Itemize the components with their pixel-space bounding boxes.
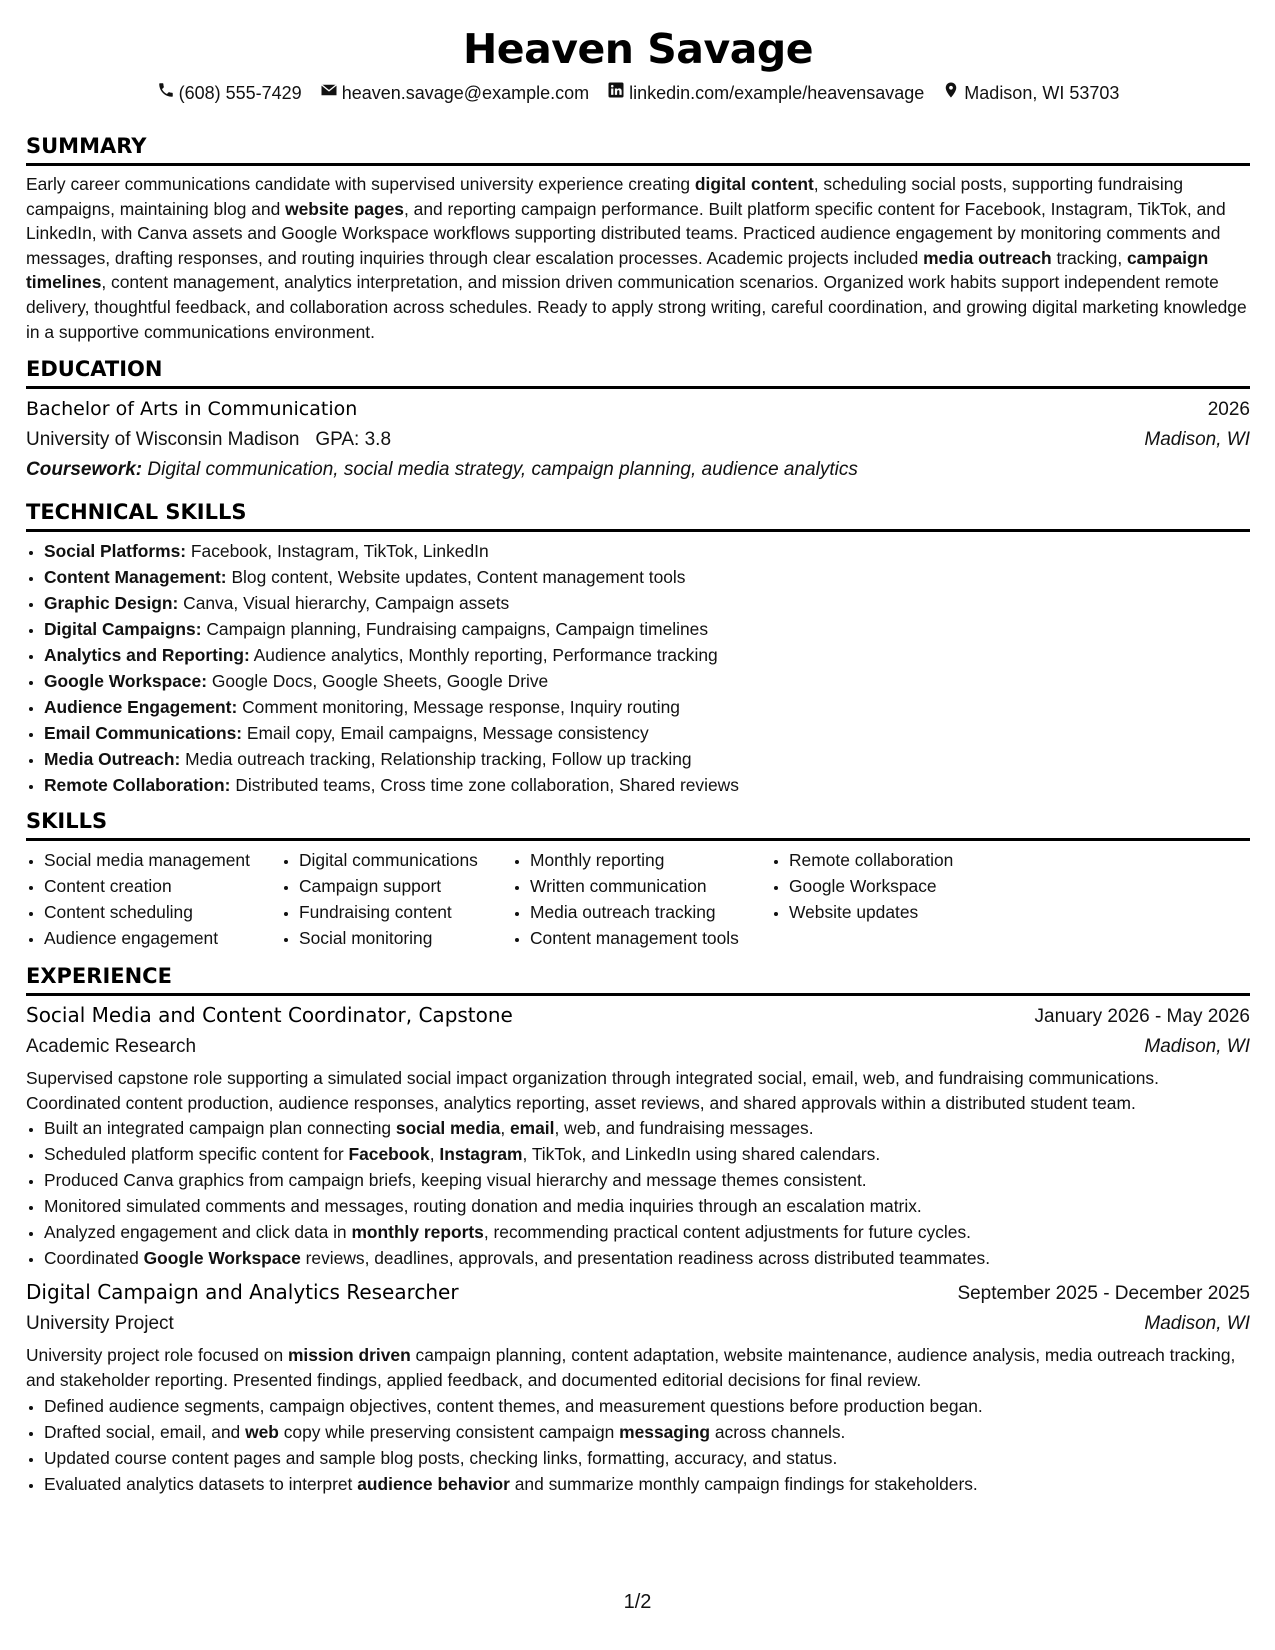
section-divider [26, 529, 1250, 532]
resume-page [26, 0, 1250, 1497]
technical-skill-item [44, 694, 1250, 720]
job-description-segment: mission driven [287, 1345, 411, 1366]
skill-category-label: Graphic Design: [44, 593, 179, 614]
contact-location [942, 81, 1119, 105]
experience-section [26, 963, 1250, 1496]
job-entry [26, 1000, 1250, 1271]
email-text[interactable]: heaven.savage@example.com [341, 83, 590, 103]
skills-column [281, 847, 512, 951]
school-location: Madison, WI [1144, 429, 1250, 451]
skill-category-values: Campaign planning, Fundraising campaigns, Campaign timelines [201, 619, 709, 640]
skill-item: • Website updates [789, 899, 971, 925]
skill-item: • Monthly reporting [530, 847, 771, 873]
summary-text-segment: , scheduling social posts, supporting fundraising campaigns, maintaining blog and [26, 174, 1184, 219]
skill-item: • Social media management [44, 847, 281, 873]
skill-category-label: Social Platforms: [44, 541, 187, 562]
summary-text-segment: media outreach [923, 247, 1052, 268]
page-number: 1/2 [623, 1591, 652, 1613]
job-location: Madison, WI [1144, 1313, 1250, 1335]
candidate-name: Heaven Savage [462, 25, 814, 73]
skill-category-label: Email Communications: [44, 723, 243, 744]
job-bullet-segment: , web, and fundraising messages. [554, 1118, 814, 1139]
coursework-line [26, 455, 1250, 485]
job-bullet-segment: audience behavior [357, 1473, 510, 1494]
job-bullet-segment: Evaluated analytics datasets to interpret [44, 1473, 358, 1494]
linkedin-text[interactable]: linkedin.com/example/heavensavage [629, 83, 925, 103]
job-bullet [44, 1141, 1250, 1167]
technical-skill-item [44, 564, 1250, 590]
job-bullet-segment: messaging [619, 1421, 711, 1442]
job-bullet-segment: Built an integrated campaign plan connecting [44, 1118, 396, 1139]
job-bullet [44, 1393, 1250, 1419]
skill-item: • Content scheduling [44, 899, 281, 925]
technical-skill-item [44, 538, 1250, 564]
job-bullet-segment: Instagram [439, 1144, 523, 1165]
skill-category-label: Digital Campaigns: [44, 619, 202, 640]
summary-text-segment: , and reporting campaign performance. Built platform specific content for Facebook, Instagram, TikTok, and LinkedIn, with Canva assets and Google Workspace workflows supporting distributed teams. Practiced audience engagement by monitoring comments and messages, drafting responses, and routing inquiries through clear escalation processes. Academic projects included [26, 198, 1226, 268]
skill-item: • Audience engagement [44, 925, 281, 951]
job-bullets [26, 1115, 1250, 1271]
section-title-experience: EXPERIENCE [26, 964, 172, 989]
skill-item: • Content creation [44, 873, 281, 899]
skill-category-values: Audience analytics, Monthly reporting, Performance tracking [249, 645, 718, 666]
technical-skills-section [26, 499, 1250, 798]
technical-skill-item [44, 746, 1250, 772]
job-title: Digital Campaign and Analytics Researcher [26, 1280, 459, 1305]
phone-text: (608) 555-7429 [178, 83, 302, 103]
skill-category-label: Google Workspace: [44, 671, 207, 692]
job-bullet [44, 1167, 1250, 1193]
job-description-segment: campaign planning, content adaptation, website maintenance, audience analysis, media outreach tracking, and stakeholder reporting. Presented findings, applied feedback, and documented editorial decisions for final review. [26, 1345, 1236, 1390]
skill-category-values: Comment monitoring, Message response, Inquiry routing [237, 697, 680, 718]
job-bullet [44, 1115, 1250, 1141]
section-divider [26, 163, 1250, 166]
school-name: University of Wisconsin Madison [26, 429, 300, 451]
contact-phone [157, 81, 302, 105]
skill-category-values: Facebook, Instagram, TikTok, LinkedIn [186, 541, 489, 562]
skills-column [26, 847, 281, 951]
skill-category-label: Media Outreach: [44, 749, 181, 770]
summary-section [26, 133, 1250, 344]
job-organization: University Project [26, 1313, 174, 1335]
jobs-list [26, 1000, 1250, 1496]
map-pin-icon [942, 81, 960, 105]
degree-title: Bachelor of Arts in Communication [26, 398, 358, 421]
job-description [26, 1343, 1250, 1392]
school-line [26, 425, 391, 455]
skill-item: • Media outreach tracking [530, 899, 771, 925]
job-bullet-segment: monthly reports [351, 1222, 484, 1243]
job-bullet-segment: Updated course content pages and sample blog posts, checking links, formatting, accuracy, and status. [44, 1447, 838, 1468]
job-bullet-segment: Monitored simulated comments and messages, routing donation and media inquiries through an escalation matrix. [44, 1196, 922, 1217]
technical-skills-list [26, 538, 1250, 798]
location-text: Madison, WI 53703 [964, 83, 1120, 103]
job-description-segment: University project role focused on [26, 1345, 288, 1366]
skill-item: • Google Workspace [789, 873, 971, 899]
contact-email[interactable] [320, 81, 589, 105]
section-title-education: EDUCATION [26, 357, 163, 382]
job-location: Madison, WI [1144, 1036, 1250, 1058]
skill-category-label: Content Management: [44, 567, 227, 588]
job-entry [26, 1277, 1250, 1496]
job-bullet-segment: Facebook [348, 1144, 430, 1165]
summary-text-segment: digital content [694, 174, 814, 194]
section-divider [26, 386, 1250, 389]
job-dates: January 2026 - May 2026 [1034, 1006, 1250, 1028]
job-bullet-segment: Produced Canva graphics from campaign briefs, keeping visual hierarchy and message themes consistent. [44, 1170, 867, 1191]
technical-skill-item [44, 720, 1250, 746]
gpa: GPA: 3.8 [315, 429, 392, 451]
technical-skill-item [44, 668, 1250, 694]
skill-category-values: Google Docs, Google Sheets, Google Drive [207, 671, 549, 692]
skill-item: • Fundraising content [299, 899, 512, 925]
skill-category-label: Audience Engagement: [44, 697, 238, 718]
skill-item: • Written communication [530, 873, 771, 899]
contact-linkedin[interactable] [607, 81, 924, 105]
job-bullet [44, 1193, 1250, 1219]
job-description: Supervised capstone role supporting a simulated social impact organization through integrated social, email, web, and fundraising communications. Coordinated content production, audience responses, analytics reporting, asset reviews, and shared approvals within a distributed student team. [26, 1068, 1159, 1113]
job-dates: September 2025 - December 2025 [957, 1283, 1250, 1305]
skill-category-values: Blog content, Website updates, Content management tools [226, 567, 686, 588]
summary-text-segment: campaign timelines [26, 247, 1209, 293]
section-divider [26, 993, 1250, 996]
technical-skill-item [44, 772, 1250, 798]
skills-column [512, 847, 771, 951]
summary-text-segment: , content management, analytics interpretation, and mission driven communication scenarios. Organized work habits support independent remote delivery, thoughtful feedback, and collaboration across schedules. Ready to apply strong writing, careful coordination, and growing digital marketing knowledge in a supportive communications environment. [26, 272, 1247, 342]
job-bullet-segment: Defined audience segments, campaign objectives, content themes, and measurement questions before production began. [44, 1395, 983, 1416]
coursework-label: Coursework: [26, 459, 143, 481]
job-bullet-segment: web [245, 1421, 279, 1442]
job-bullet [44, 1445, 1250, 1471]
skill-category-label: Remote Collaboration: [44, 775, 231, 796]
job-bullet [44, 1471, 1250, 1497]
job-bullet-segment: social media [395, 1118, 501, 1139]
skill-category-label: Analytics and Reporting: [44, 645, 250, 666]
job-bullet-segment: Google Workspace [143, 1248, 301, 1269]
skill-item: • Campaign support [299, 873, 512, 899]
skills-grid [26, 847, 1250, 951]
job-bullet-segment: copy while preserving consistent campaign [278, 1421, 620, 1442]
job-bullet-segment: Analyzed engagement and click data in [44, 1222, 352, 1243]
skill-category-values: Canva, Visual hierarchy, Campaign assets [178, 593, 510, 614]
skill-item: • Digital communications [299, 847, 512, 873]
job-bullet [44, 1245, 1250, 1271]
technical-skill-item [44, 616, 1250, 642]
linkedin-icon [607, 81, 625, 105]
coursework-text: Digital communication, social media strategy, campaign planning, audience analytics [147, 459, 858, 481]
job-bullet-segment: , recommending practical content adjustments for future cycles. [483, 1222, 971, 1243]
skill-category-values: Media outreach tracking, Relationship tracking, Follow up tracking [180, 749, 692, 770]
summary-text-segment: website pages [285, 198, 404, 219]
job-bullet-segment: , [500, 1118, 510, 1139]
skill-category-values: Distributed teams, Cross time zone collaboration, Shared reviews [230, 775, 739, 796]
job-title: Social Media and Content Coordinator, Capstone [26, 1003, 513, 1028]
envelope-icon [320, 81, 338, 105]
section-title-technical-skills: TECHNICAL SKILLS [26, 500, 247, 525]
section-divider [26, 838, 1250, 841]
technical-skill-item [44, 642, 1250, 668]
job-bullet-segment: Coordinated [44, 1248, 144, 1269]
job-bullet-segment: and summarize monthly campaign findings for stakeholders. [509, 1473, 978, 1494]
job-bullets [26, 1393, 1250, 1497]
job-bullet [44, 1419, 1250, 1445]
skill-category-values: Email copy, Email campaigns, Message consistency [242, 723, 649, 744]
job-bullet-segment: Scheduled platform specific content for [44, 1144, 349, 1165]
section-title-summary: SUMMARY [26, 134, 147, 158]
summary-text-segment: tracking, [1051, 247, 1128, 268]
skills-section [26, 808, 1250, 951]
education-section [26, 356, 1250, 485]
job-bullet-segment: reviews, deadlines, approvals, and presentation readiness across distributed teammates. [300, 1248, 991, 1269]
summary-paragraph [26, 172, 1250, 344]
job-bullet-segment: , TikTok, and LinkedIn using shared calendars. [522, 1144, 881, 1165]
summary-text-segment: Early career communications candidate with supervised university experience creating [26, 174, 695, 194]
technical-skill-item [44, 590, 1250, 616]
contact-bar [26, 81, 1250, 105]
skill-item: • Social monitoring [299, 925, 512, 951]
phone-icon [157, 81, 175, 105]
job-bullet-segment: email [510, 1118, 555, 1139]
section-title-skills: SKILLS [26, 809, 108, 834]
skills-column [771, 847, 971, 951]
job-bullet-segment: Drafted social, email, and [44, 1421, 246, 1442]
graduation-year: 2026 [1207, 399, 1250, 421]
job-bullet [44, 1219, 1250, 1245]
job-organization: Academic Research [26, 1036, 197, 1058]
skill-item: • Remote collaboration [789, 847, 971, 873]
job-bullet-segment: , [429, 1144, 440, 1165]
skill-item: • Content management tools [530, 925, 771, 951]
job-bullet-segment: across channels. [710, 1421, 846, 1442]
